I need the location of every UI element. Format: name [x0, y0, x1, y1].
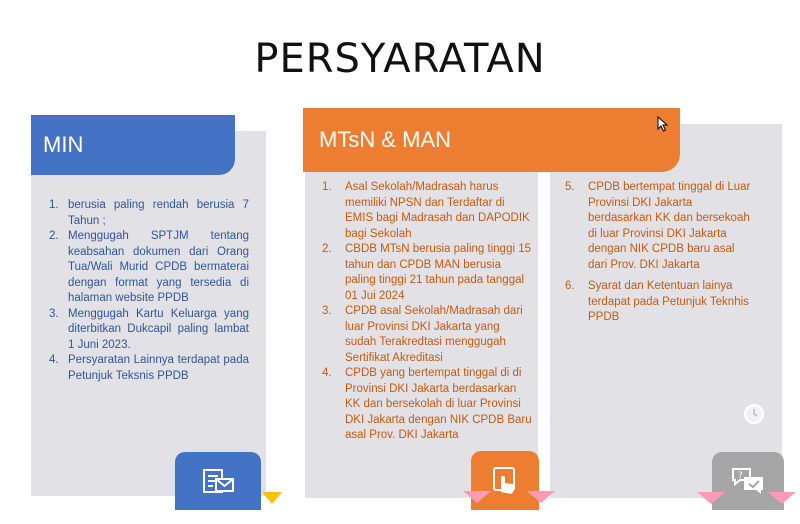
document-send-icon [175, 452, 261, 510]
min-header-label: MIN [43, 132, 84, 157]
cursor-icon [657, 116, 669, 132]
min-requirements-list [49, 198, 249, 384]
decor-triangle [527, 491, 555, 503]
list-item: 1. berusia paling rendah berusia 7 Tahun ; [49, 199, 249, 227]
list-item: 4. CPDB yang bertempat tinggal di di Provinsi DKI Jakarta berdasarkan KK dan bersekolah di luar Provinsi DKI Jakarta dengan NIK CPDB Baru asal Prov. DKI Jakarta [322, 367, 532, 441]
decor-triangle [463, 491, 491, 503]
decor-triangle [697, 492, 725, 504]
bottom-bar [0, 514, 800, 524]
svg-text:?: ? [738, 471, 743, 481]
list-item: 3. CPDB asal Sekolah/Madrasah dari luar Provinsi DKI Jakarta yang sudah Terakredtasi menggugah Sertifikat Akreditasi [322, 305, 523, 364]
page-title: PERSYARATAN [254, 36, 546, 82]
list-item: 1. Asal Sekolah/Madrasah harus memiliki NPSN dan Terdaftar di EMIS bagi Madrasah dan DAPODIK bagi Sekolah [322, 181, 530, 240]
decor-triangle [768, 492, 796, 504]
mtsn-requirements-list-continued [565, 180, 755, 326]
list-item: 2. Menggugah SPTJM tentang keabsahan dokumen dari Orang Tua/Wali Murid CPDB bermaterai dengan format yang tersedia di halaman website PPDB [49, 230, 249, 304]
mtsn-header [303, 108, 680, 172]
list-item: 6. Syarat dan Ketentuan lainya terdapat pada Petunjuk Teknhis PPDB [565, 280, 749, 323]
list-item: 3. Menggugah Kartu Keluarga yang diterbitkan Dukcapil paling lambat 1 Juni 2023. [49, 307, 249, 351]
clock-icon[interactable] [744, 404, 764, 424]
list-item: 5. CPDB bertempat tinggal di Luar Provinsi DKI Jakarta berdasarkan KK dan bersekoah di luar Provinsi DKI Jakarta dengan NIK CPDB baru asal dari Prov. DKI Jakarta [565, 181, 751, 271]
min-header [31, 115, 235, 175]
mtsn-header-label: MTsN & MAN [319, 127, 451, 152]
list-item: 2. CBDB MTsN berusia paling tinggi 15 tahun dan CPDB MAN berusia paling tinggi 21 tahun pada tanggal 01 Jui 2024 [322, 243, 532, 302]
list-item: 4. Persyaratan Lainnya terdapat pada Petunjuk Teksnis PPDB [49, 354, 249, 382]
mtsn-requirements-list [322, 180, 532, 444]
decor-triangle [262, 492, 282, 504]
